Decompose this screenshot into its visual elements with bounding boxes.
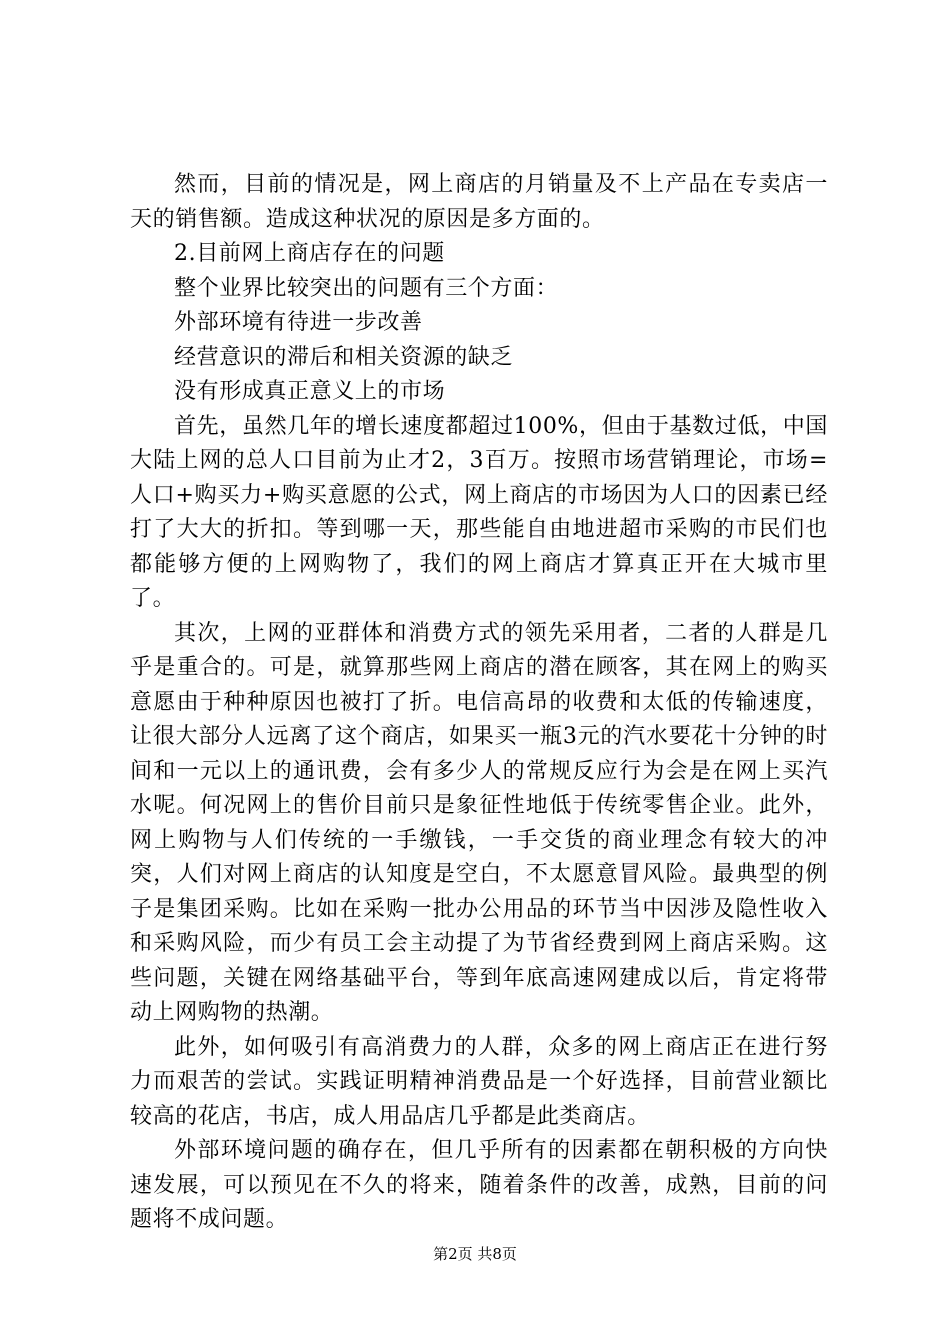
list-item: 外部环境有待进一步改善 <box>174 310 423 335</box>
paragraph-second: 其次，上网的亚群体和消费方式的领先采用者，二者的人群是几乎是重合的。可是，就算那些网上商店的潜在顾客，其在网上的购买意愿由于种种原因也被打了折。电信高昂的收费和太低的传输速度，让很大部分人远离了这个商店，如果买一瓶3元的汽水要花十分钟的时间和一元以上的通讯费，会有多少人的常规反应行为会是在网上买汽水呢。何况网上的售价目前只是象征性地低于传统零售企业。此外，网上购物与人们传统的一手缴钱，一手交货的商业理念有较大的冲突，人们对网上商店的认知度是空白，不太愿意冒风险。最典型的例子是集团采购。比如在采购一批办公用品的环节当中因涉及隐性收入和采购风险，而少有员工会主动提了为节省经费到网上商店采购。这些问题，关键在网络基础平台，等到年底高速网建成以后，肯定将带动上网购物的热潮。 <box>130 620 828 1025</box>
paragraph-third: 此外，如何吸引有高消费力的人群，众多的网上商店正在进行努力而艰苦的尝试。实践证明精神消费品是一个好选择，目前营业额比较高的花店，书店，成人用品店几乎都是此类商店。 <box>130 1034 828 1129</box>
paragraph-intro: 然而，目前的情况是，网上商店的月销量及不上产品在专卖店一天的销售额。造成这种状况的原因是多方面的。 <box>130 172 828 232</box>
paragraph-first: 首先，虽然几年的增长速度都超过100%，但由于基数过低，中国大陆上网的总人口目前为止才2，3百万。按照市场营销理论，市场=人口+购买力+购买意愿的公式，网上商店的市场因为人口的因素已经打了大大的折扣。等到哪一天，那些能自由地进超市采购的市民们也都能够方便的上网购物了，我们的网上商店才算真正开在大城市里了。 <box>130 413 828 611</box>
list-item: 经营意识的滞后和相关资源的缺乏 <box>174 344 514 370</box>
section-heading: 2.目前网上商店存在的问题 <box>174 241 445 266</box>
page-number-footer: 第2页 共8页 <box>433 1245 517 1263</box>
paragraph-summary: 整个业界比较突出的问题有三个方面： <box>174 275 559 301</box>
list-item: 没有形成真正意义上的市场 <box>174 379 446 404</box>
paragraph-conclusion: 外部环境问题的确存在，但几乎所有的因素都在朝积极的方向快速发展，可以预见在不久的将来，随着条件的改善，成熟，目前的问题将不成问题。 <box>130 1138 828 1232</box>
document-body <box>130 168 828 1238</box>
